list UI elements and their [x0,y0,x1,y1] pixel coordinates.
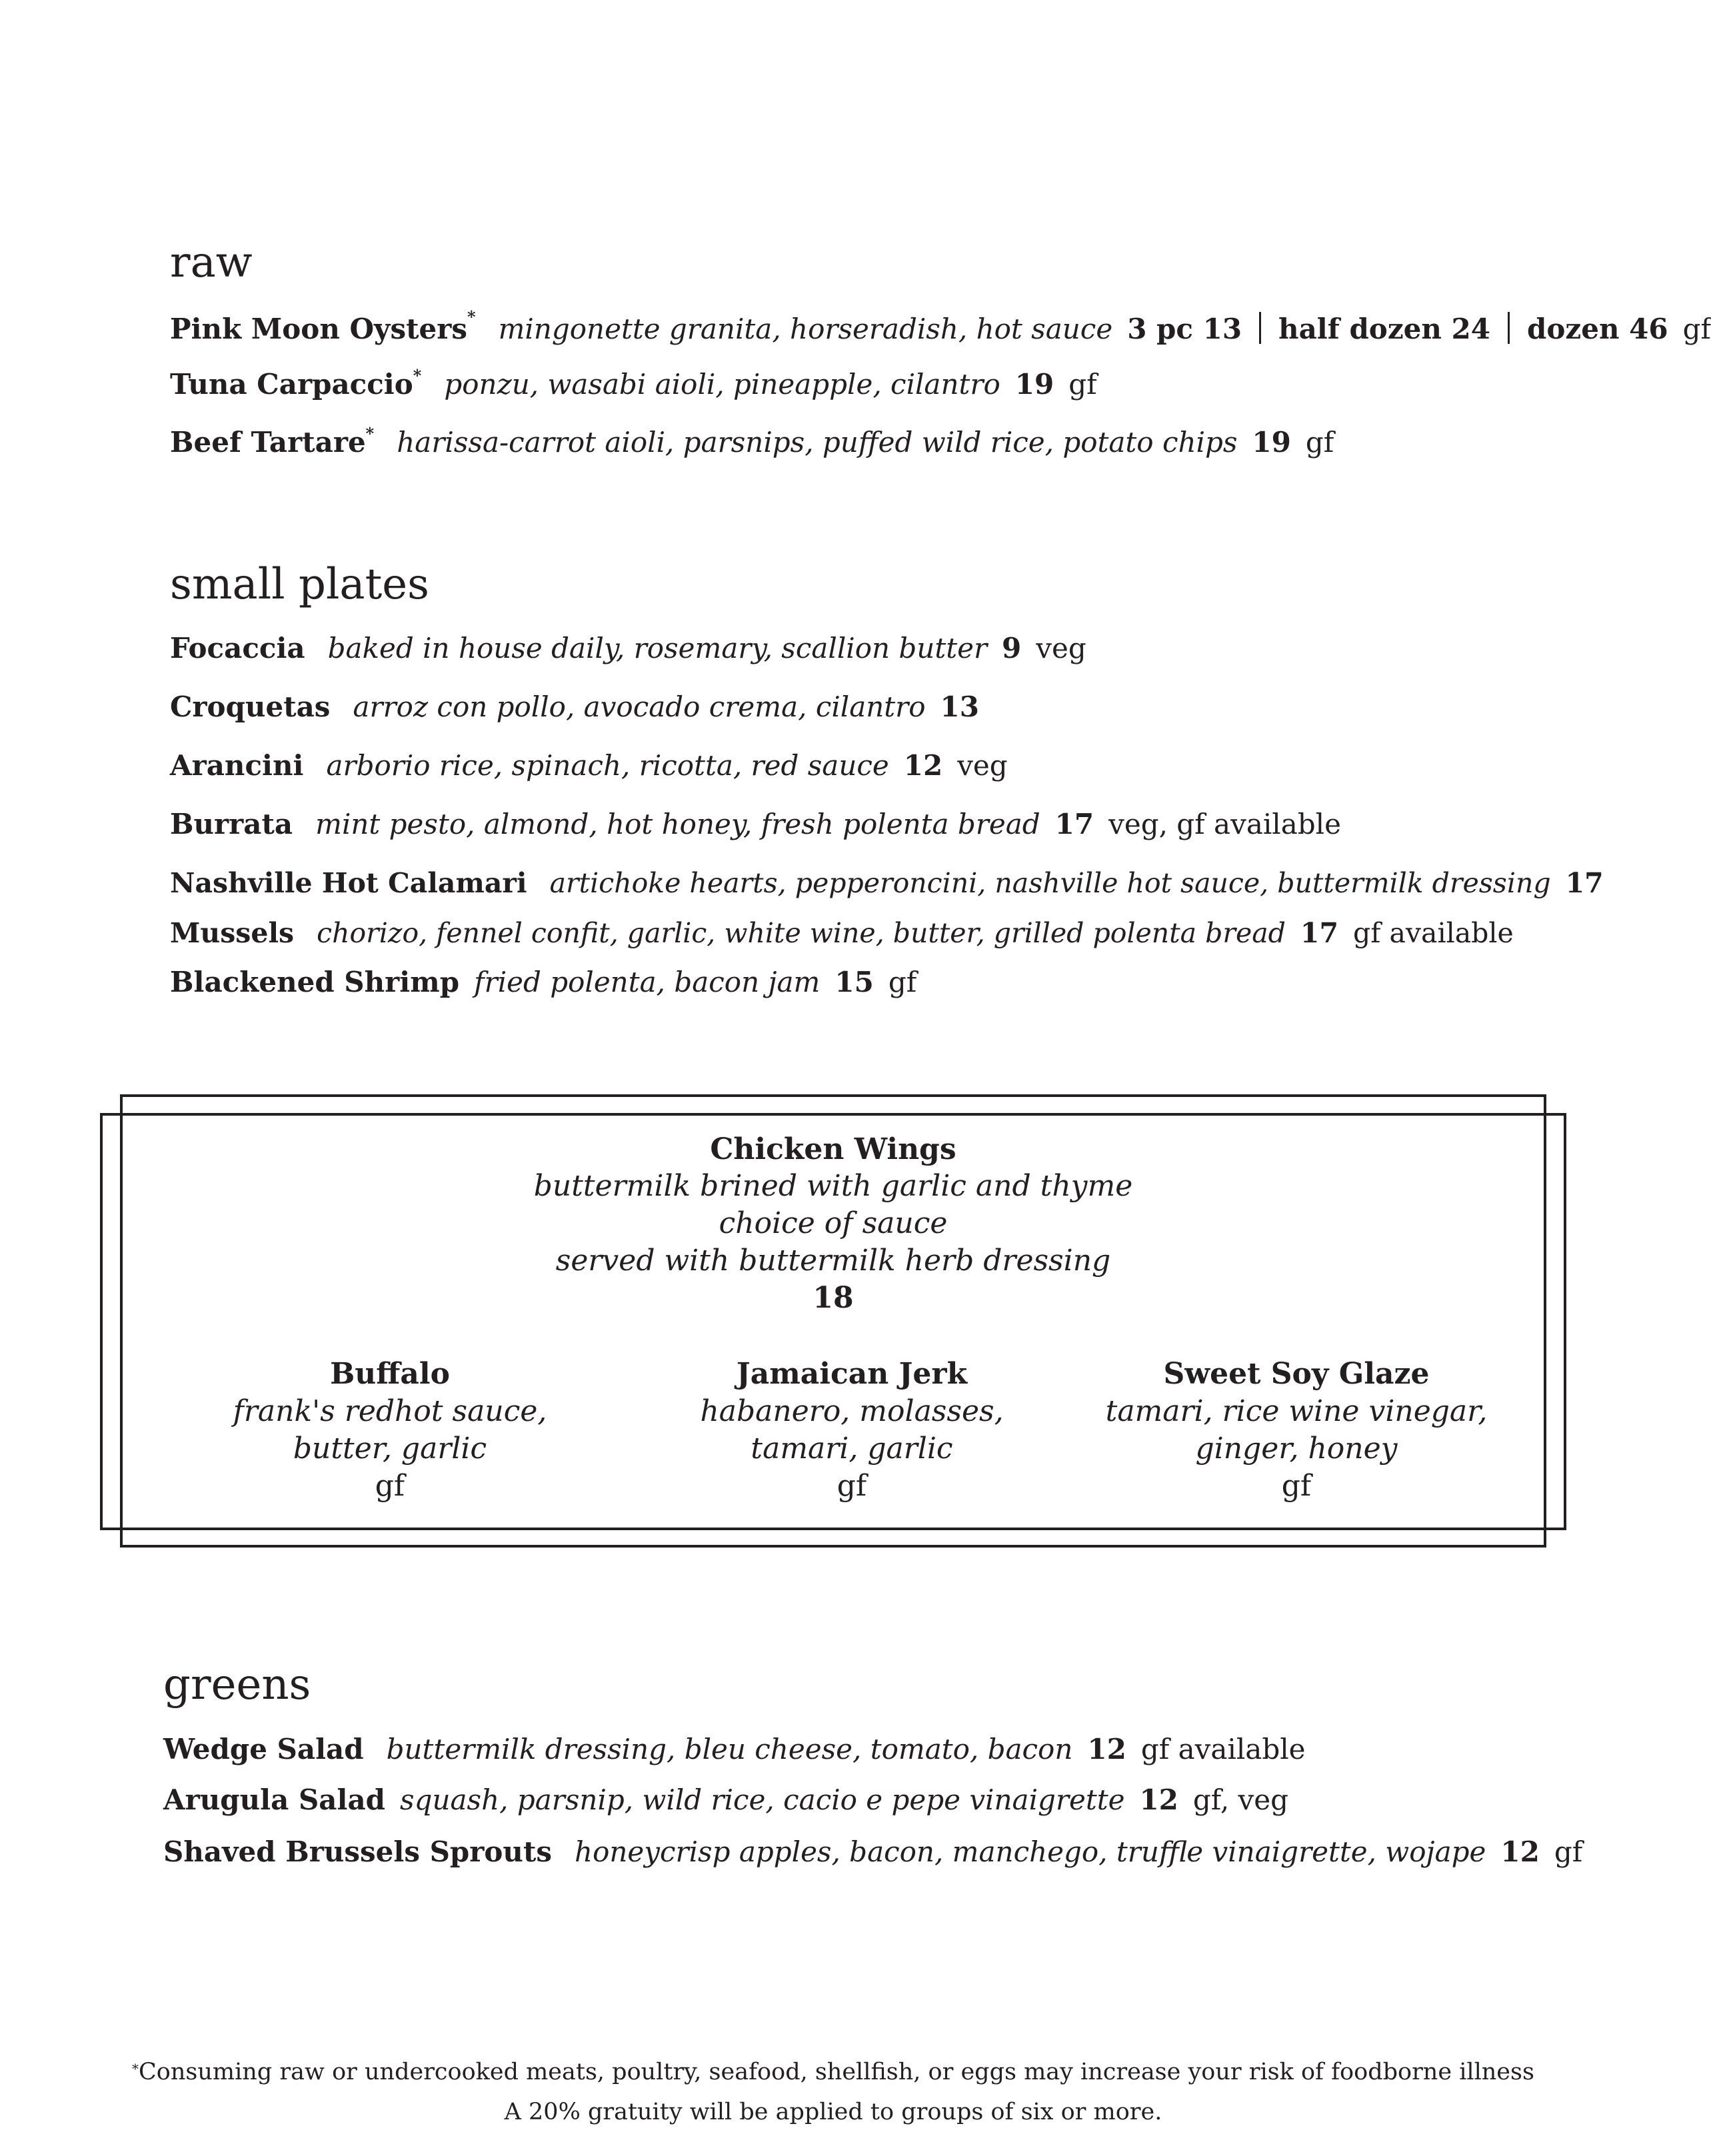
item-price-3pc: 3 pc 13 [1127,313,1242,345]
sauce-description: tamari, garlic [751,1432,953,1466]
sauce-dietary-tag: gf [375,1469,405,1503]
item-dietary-tag: gf [888,966,917,998]
item-price: 19 [1252,426,1291,459]
sauce-description: frank's redhot sauce, [233,1394,547,1428]
item-description: mint pesto, almond, hot honey, fresh polenta bread [315,808,1040,840]
wings-title: Chicken Wings [710,1132,956,1166]
menu-item-burrata [170,810,1341,838]
menu-item-tuna-carpaccio [170,366,1097,401]
menu-item-arancini [170,749,1008,782]
sauce-name: Sweet Soy Glaze [1163,1357,1430,1391]
raw-advisory-star: * [467,307,476,327]
footer-star: * [132,2061,139,2077]
sauce-name: Jamaican Jerk [736,1357,968,1391]
item-price-dozen: dozen 46 [1527,313,1668,345]
item-price: 12 [1500,1835,1540,1868]
item-dietary-tag: gf [1068,368,1097,401]
item-name: Pink Moon Oysters [170,313,468,345]
wings-price: 18 [813,1281,854,1315]
item-name: Tuna Carpaccio [170,368,413,401]
sauce-dietary-tag: gf [837,1469,867,1503]
item-name: Mussels [170,917,295,949]
menu-item-blackened-shrimp [170,968,916,996]
item-name: Arugula Salad [163,1783,386,1816]
item-description: baked in house daily, rosemary, scallion butter [327,632,988,664]
item-dietary-tag: gf, veg [1192,1783,1288,1816]
item-dietary-tag: gf [1554,1835,1583,1868]
item-description: mingonette granita, horseradish, hot sauce [498,313,1113,345]
item-description: squash, parsnip, wild rice, cacio e pepe vinaigrette [400,1783,1125,1816]
item-price: 12 [1087,1733,1126,1765]
item-description: buttermilk dressing, bleu cheese, tomato, bacon [386,1733,1073,1765]
item-dietary-tag: veg [1036,632,1086,664]
section-title-raw: raw [170,238,253,287]
menu-item-focaccia [170,634,1086,662]
item-description: arroz con pollo, avocado crema, cilantro [353,690,926,723]
item-description: fried polenta, bacon jam [474,966,821,998]
item-description: artichoke hearts, pepperoncini, nashville hot sauce, buttermilk dressing [549,867,1551,899]
sauce-option-sweet-soy-glaze [1030,1357,1563,1513]
item-price: 17 [1300,917,1338,949]
item-name: Croquetas [170,690,331,723]
item-dietary-tag: gf [1682,313,1711,345]
item-price: 15 [835,966,874,998]
item-dietary-tag: gf [1305,426,1334,459]
item-price: 12 [1139,1783,1178,1816]
menu-item-shaved-brussels-sprouts [163,1835,1583,1868]
item-dietary-tag: gf available [1140,1733,1306,1765]
item-price: 12 [903,749,943,782]
wings-description-line: buttermilk brined with garlic and thyme [533,1169,1133,1203]
wings-description-line: served with buttermilk herb dressing [555,1244,1111,1278]
item-dietary-tag: veg, gf available [1108,808,1341,840]
price-separator [1259,312,1261,344]
item-name: Shaved Brussels Sprouts [163,1835,553,1868]
item-name: Arancini [170,749,304,782]
section-title-greens: greens [163,1660,311,1709]
footer-warning-text: Consuming raw or undercooked meats, poultry, seafood, shellfish, or eggs may increase your risk of foodborne illness [139,2059,1534,2085]
price-separator [1508,312,1510,344]
sauce-description: habanero, molasses, [700,1394,1004,1428]
menu-item-wedge-salad [163,1735,1306,1763]
sauce-description: ginger, honey [1195,1432,1398,1466]
item-description: honeycrisp apples, bacon, manchego, truffle vinaigrette, wojape [575,1835,1486,1868]
item-price: 17 [1565,867,1604,899]
item-description: arborio rice, spinach, ricotta, red sauce [326,749,889,782]
item-name: Beef Tartare [170,426,366,459]
menu-item-pink-moon-oysters [170,307,1711,345]
sauce-name: Buffalo [330,1357,450,1391]
item-dietary-tag: gf available [1352,917,1514,949]
item-description: harissa-carrot aioli, parsnips, puffed wild rice, potato chips [397,426,1238,459]
raw-advisory-star: * [365,424,375,443]
footer-gratuity: A 20% gratuity will be applied to groups of six or more. [504,2099,1162,2125]
wings-description-line: choice of sauce [719,1206,948,1240]
menu-item-nashville-hot-calamari [170,867,1604,899]
item-name: Burrata [170,808,293,840]
item-name: Blackened Shrimp [170,966,460,998]
menu-item-beef-tartare [170,424,1334,459]
menu-item-arugula-salad [163,1783,1288,1816]
sauce-dietary-tag: gf [1281,1469,1312,1503]
item-name: Wedge Salad [163,1733,364,1765]
item-price: 19 [1014,368,1054,401]
item-name: Focaccia [170,632,305,664]
item-price-half-dozen: half dozen 24 [1278,313,1490,345]
item-description: chorizo, fennel confit, garlic, white wine, butter, grilled polenta bread [317,917,1286,949]
menu-item-croquetas [170,690,979,723]
sauce-option-buffalo [123,1357,657,1513]
footer-food-warning [0,2061,1666,2084]
sauce-description: butter, garlic [293,1432,487,1466]
item-dietary-tag: veg [957,749,1008,782]
item-name: Nashville Hot Calamari [170,867,527,899]
item-price: 9 [1002,632,1022,664]
sauce-description: tamari, rice wine vinegar, [1105,1394,1488,1428]
item-price: 13 [940,690,979,723]
section-title-small-plates: small plates [170,560,429,609]
raw-advisory-star: * [413,366,422,385]
item-description: ponzu, wasabi aioli, pineapple, cilantro [444,368,1000,401]
menu-item-mussels [170,917,1514,949]
item-price: 17 [1054,808,1094,840]
